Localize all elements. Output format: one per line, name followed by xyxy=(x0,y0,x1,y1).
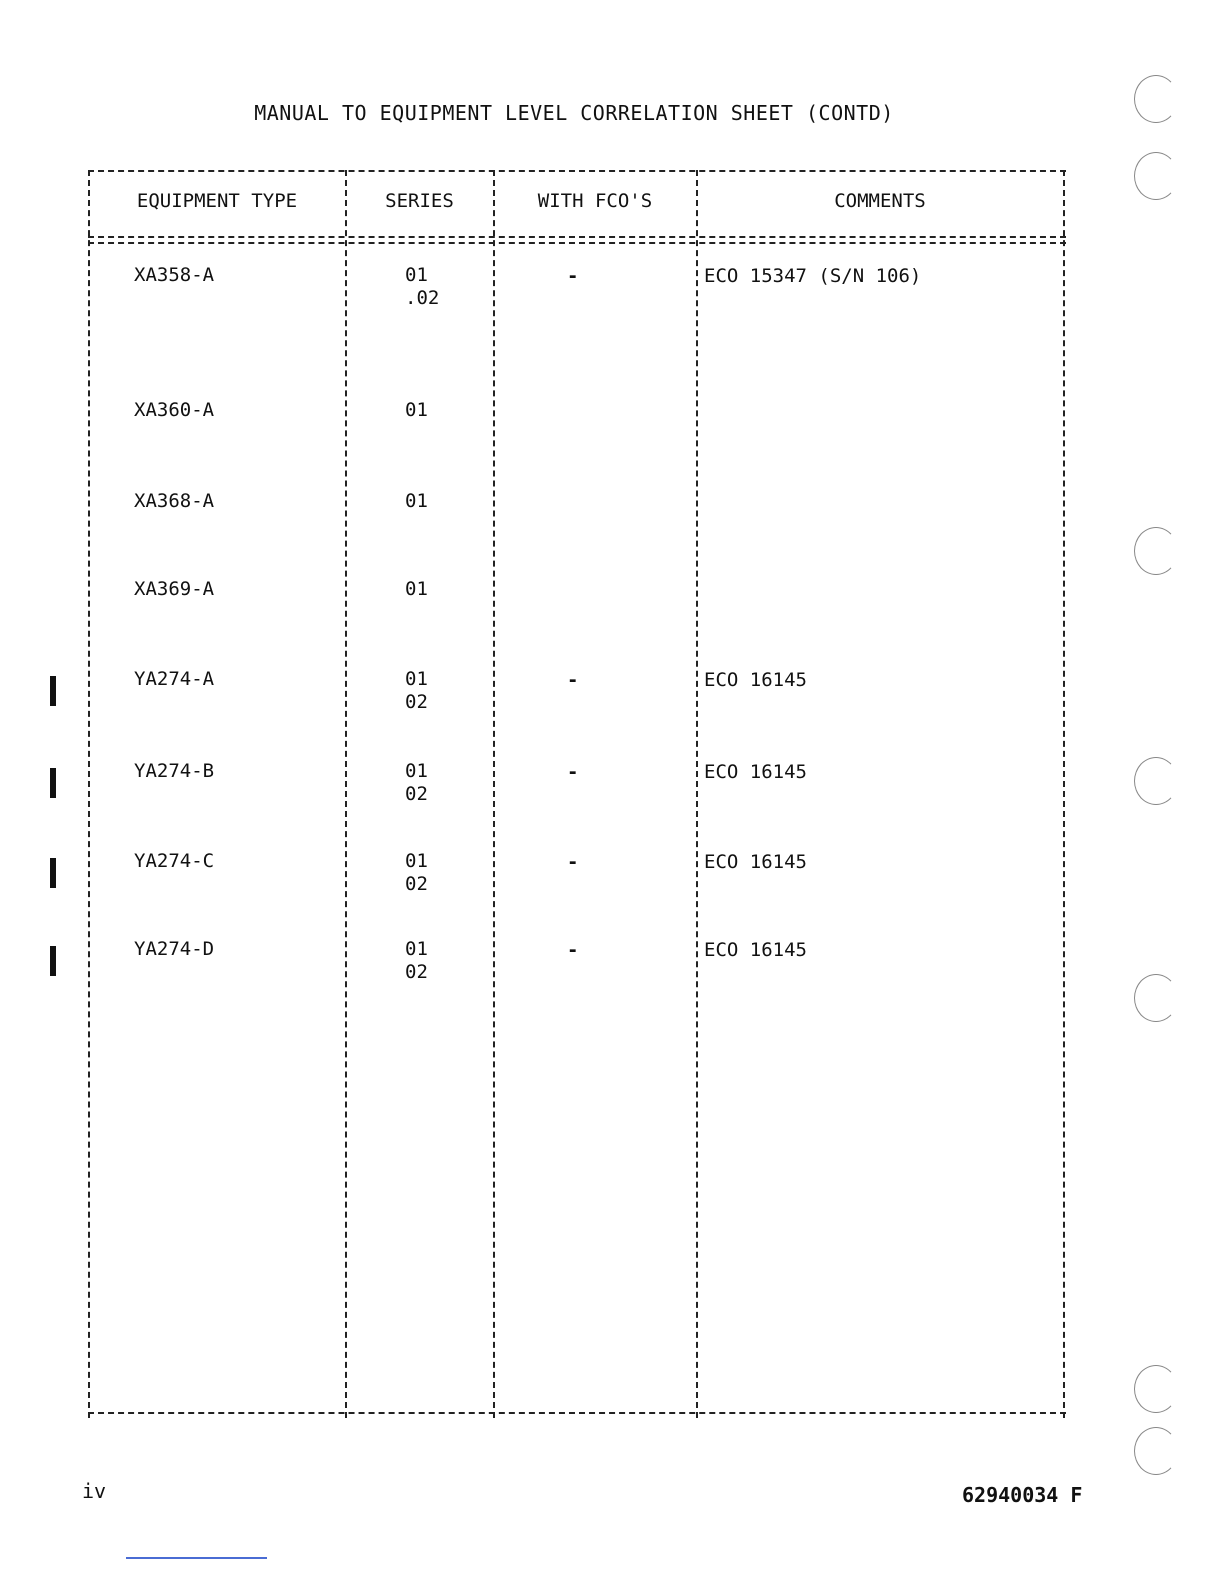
series-cell xyxy=(405,668,428,714)
change-bar xyxy=(50,946,56,976)
series-value: 02 xyxy=(405,783,428,805)
series-value: 01 xyxy=(405,668,428,690)
series-value: 02 xyxy=(405,691,428,713)
equipment-type-cell: YA274-D xyxy=(134,938,215,960)
column-divider-left xyxy=(88,170,90,1418)
series-value: .02 xyxy=(405,287,440,309)
table-bottom-border xyxy=(88,1412,1066,1414)
binder-hole xyxy=(1134,1427,1178,1475)
series-value: 01 xyxy=(405,938,428,960)
page-number: iv xyxy=(82,1479,107,1503)
header-with-fcos: WITH FCO'S xyxy=(537,190,653,212)
series-cell xyxy=(405,760,428,806)
binder-hole xyxy=(1134,974,1178,1022)
binder-hole xyxy=(1134,1365,1178,1413)
series-value: 01 xyxy=(405,760,428,782)
fco-cell: - xyxy=(567,669,579,691)
equipment-type-cell: XA368-A xyxy=(134,490,215,512)
binder-hole xyxy=(1134,527,1178,575)
series-value: 01 xyxy=(405,399,428,421)
bottom-rule xyxy=(126,1557,267,1559)
header-rule-2 xyxy=(88,242,1066,244)
series-value: 01 xyxy=(405,490,428,512)
series-value: 01 xyxy=(405,850,428,872)
binder-hole xyxy=(1134,757,1178,805)
change-bar xyxy=(50,768,56,798)
comment-cell: ECO 16145 xyxy=(704,669,807,691)
header-comments: COMMENTS xyxy=(834,190,926,212)
series-cell xyxy=(405,578,428,601)
series-cell xyxy=(405,938,428,984)
column-divider-3 xyxy=(696,170,698,1418)
equipment-type-cell: YA274-A xyxy=(134,668,215,690)
series-cell xyxy=(405,490,428,513)
column-divider-2 xyxy=(493,170,495,1418)
table-top-border xyxy=(88,170,1066,172)
binder-hole xyxy=(1134,152,1178,200)
header-rule-1 xyxy=(88,236,1066,238)
comment-cell: ECO 16145 xyxy=(704,939,807,961)
header-series: SERIES xyxy=(385,190,454,212)
comment-cell: ECO 15347 (S/N 106) xyxy=(704,265,922,287)
series-value: 02 xyxy=(405,873,428,895)
column-divider-right xyxy=(1063,170,1065,1418)
series-value: 01 xyxy=(405,264,428,286)
fco-cell: - xyxy=(567,265,579,287)
comment-cell: ECO 16145 xyxy=(704,761,807,783)
equipment-type-cell: XA369-A xyxy=(134,578,215,600)
change-bar xyxy=(50,858,56,888)
binder-hole xyxy=(1134,75,1178,123)
column-divider-1 xyxy=(345,170,347,1418)
series-cell xyxy=(405,264,439,310)
equipment-type-cell: YA274-B xyxy=(134,760,215,782)
equipment-type-cell: XA360-A xyxy=(134,399,215,421)
series-cell xyxy=(405,850,428,896)
equipment-type-cell: YA274-C xyxy=(134,850,215,872)
series-value: 02 xyxy=(405,961,428,983)
fco-cell: - xyxy=(567,761,579,783)
change-bar xyxy=(50,676,56,706)
series-value: 01 xyxy=(405,578,428,600)
header-equipment-type: EQUIPMENT TYPE xyxy=(136,190,298,212)
equipment-type-cell: XA358-A xyxy=(134,264,215,286)
fco-cell: - xyxy=(567,851,579,873)
document-number: 62940034 F xyxy=(962,1483,1083,1507)
fco-cell: - xyxy=(567,939,579,961)
series-cell xyxy=(405,399,428,422)
comment-cell: ECO 16145 xyxy=(704,851,807,873)
page-title: MANUAL TO EQUIPMENT LEVEL CORRELATION SHEET (CONTD) xyxy=(254,101,894,125)
